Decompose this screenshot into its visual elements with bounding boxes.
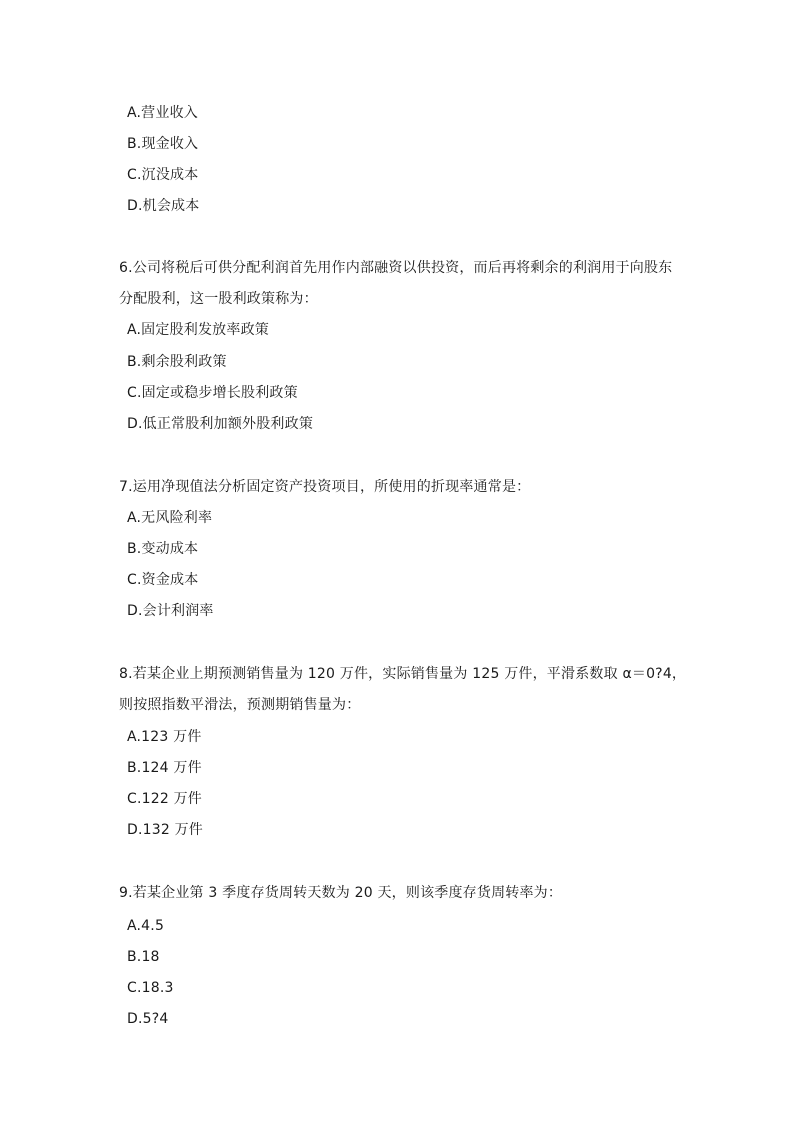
q9-option-a: A.4.5 bbox=[127, 918, 165, 934]
q9-stem-line-1: 9.若某企业第 3 季度存货周转天数为 20 天，则该季度存货周转率为： bbox=[119, 885, 563, 901]
q9-option-b: B.18 bbox=[127, 949, 160, 965]
q8-option-b: B.124 万件 bbox=[127, 760, 202, 776]
q5-option-b: B.现金收入 bbox=[127, 136, 199, 152]
q8-option-d: D.132 万件 bbox=[127, 822, 204, 838]
q9-option-c: C.18.3 bbox=[127, 980, 174, 996]
q6-option-c: C.固定或稳步增长股利政策 bbox=[127, 385, 298, 401]
q7-stem-line-1: 7.运用净现值法分析固定资产投资项目，所使用的折现率通常是： bbox=[119, 479, 531, 495]
q8-option-c: C.122 万件 bbox=[127, 791, 202, 807]
q8-stem-line-2: 则按照指数平滑法，预测期销售量为： bbox=[119, 697, 361, 713]
q6-stem-line-2: 分配股利，这一股利政策称为： bbox=[119, 291, 318, 307]
q7-option-a: A.无风险利率 bbox=[127, 510, 213, 526]
q7-option-d: D.会计利润率 bbox=[127, 603, 214, 619]
q6-option-b: B.剩余股利政策 bbox=[127, 354, 227, 370]
q6-stem-line-1: 6.公司将税后可供分配利润首先用作内部融资以供投资，而后再将剩余的利润用于向股东 bbox=[119, 260, 673, 276]
q7-option-b: B.变动成本 bbox=[127, 541, 199, 557]
q7-option-c: C.资金成本 bbox=[127, 572, 199, 588]
q5-option-a: A.营业收入 bbox=[127, 105, 198, 121]
q6-option-d: D.低正常股利加额外股利政策 bbox=[127, 416, 314, 432]
q5-option-c: C.沉没成本 bbox=[127, 167, 199, 183]
q9-option-d: D.5?4 bbox=[127, 1011, 169, 1027]
q6-option-a: A.固定股利发放率政策 bbox=[127, 322, 269, 338]
q5-option-d: D.机会成本 bbox=[127, 198, 200, 214]
q8-option-a: A.123 万件 bbox=[127, 729, 202, 745]
q8-stem-line-1: 8.若某企业上期预测销售量为 120 万件，实际销售量为 125 万件，平滑系数取 α＝0?4， bbox=[119, 666, 687, 682]
